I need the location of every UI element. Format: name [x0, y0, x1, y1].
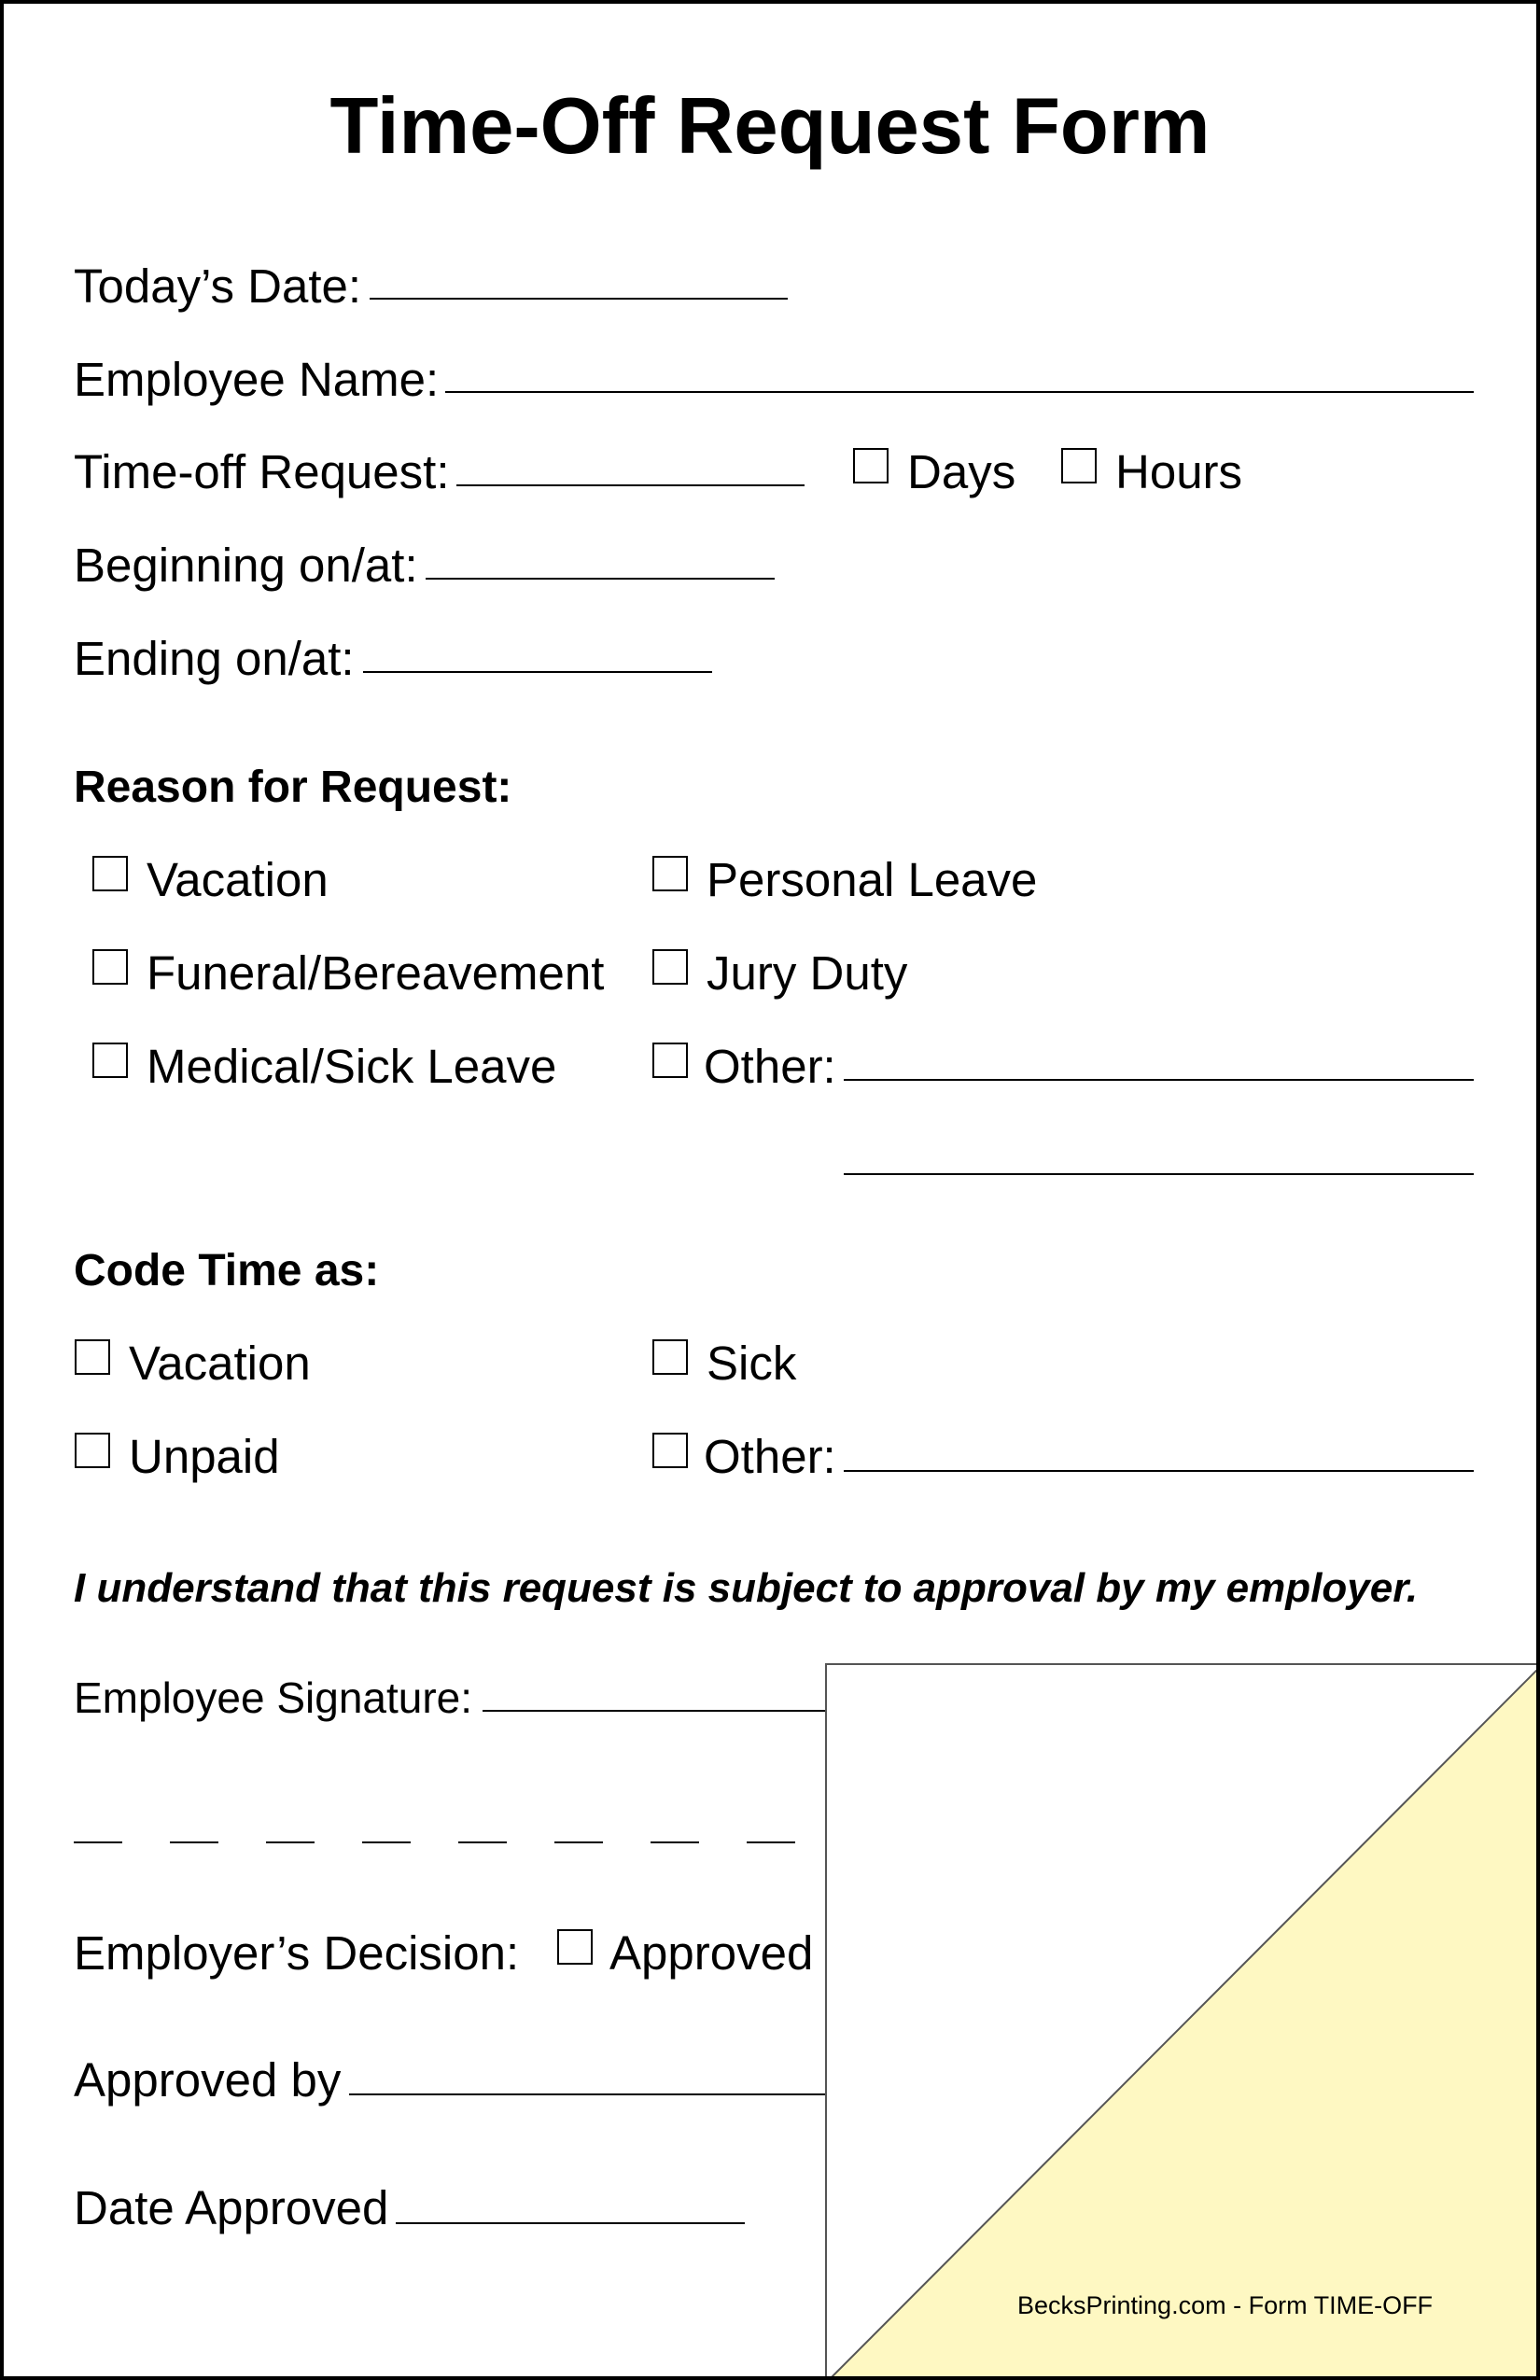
reason-other-checkbox[interactable]: [652, 1043, 688, 1078]
date-approved-line[interactable]: [396, 2222, 745, 2224]
code-time-heading: Code Time as:: [74, 1246, 380, 1295]
tear-off-dash: [170, 1841, 218, 1843]
carbon-copy-corner-graphic: [825, 1663, 1540, 2380]
reason-jury-duty-checkbox[interactable]: [652, 949, 688, 985]
ending-line[interactable]: [363, 671, 712, 673]
time-off-request-line[interactable]: [456, 484, 805, 486]
code-unpaid-label: Unpaid: [129, 1430, 280, 1483]
tear-off-dash: [362, 1841, 411, 1843]
employee-name-line[interactable]: [445, 391, 1474, 393]
todays-date-label: Today’s Date:: [74, 259, 362, 313]
tear-off-dash: [458, 1841, 507, 1843]
employee-name-label: Employee Name:: [74, 353, 440, 406]
code-vacation-label: Vacation: [129, 1337, 311, 1390]
reason-other-line[interactable]: [844, 1079, 1474, 1081]
tear-off-dash: [266, 1841, 315, 1843]
footer-credit: BecksPrinting.com - Form TIME-OFF: [1017, 2291, 1434, 2319]
approval-statement: I understand that this request is subject to approval by my employer.: [74, 1565, 1419, 1611]
reason-medical-checkbox[interactable]: [92, 1043, 128, 1078]
hours-checkbox[interactable]: [1061, 448, 1097, 483]
reason-jury-duty-label: Jury Duty: [707, 946, 908, 1000]
reason-personal-leave-label: Personal Leave: [707, 853, 1038, 906]
reason-funeral-checkbox[interactable]: [92, 949, 128, 985]
reason-other-line-2[interactable]: [844, 1173, 1474, 1175]
beginning-label: Beginning on/at:: [74, 539, 418, 592]
code-other-line[interactable]: [844, 1470, 1474, 1472]
time-off-request-label: Time-off Request:: [74, 445, 450, 498]
form-title: Time-Off Request Form: [329, 82, 1211, 171]
tear-off-dash: [74, 1841, 122, 1843]
code-sick-checkbox[interactable]: [652, 1339, 688, 1375]
code-vacation-checkbox[interactable]: [75, 1339, 110, 1375]
approved-by-label: Approved by: [74, 2053, 342, 2107]
days-label: Days: [907, 445, 1016, 498]
reason-vacation-label: Vacation: [147, 853, 329, 906]
reason-heading: Reason for Request:: [74, 763, 512, 812]
code-other-checkbox[interactable]: [652, 1433, 688, 1468]
reason-medical-label: Medical/Sick Leave: [147, 1040, 557, 1093]
days-checkbox[interactable]: [853, 448, 889, 483]
code-sick-label: Sick: [707, 1337, 797, 1390]
reason-vacation-checkbox[interactable]: [92, 856, 128, 891]
tear-off-dash: [747, 1841, 795, 1843]
todays-date-line[interactable]: [370, 298, 788, 300]
tear-off-dash: [554, 1841, 603, 1843]
code-unpaid-checkbox[interactable]: [75, 1433, 110, 1468]
hours-label: Hours: [1115, 445, 1243, 498]
reason-funeral-label: Funeral/Bereavement: [147, 946, 605, 1000]
ending-label: Ending on/at:: [74, 632, 355, 685]
employee-signature-label: Employee Signature:: [74, 1673, 473, 1722]
beginning-line[interactable]: [426, 578, 775, 580]
tear-off-dash: [651, 1841, 699, 1843]
approved-label: Approved: [609, 1926, 814, 1980]
employer-decision-label: Employer’s Decision:: [74, 1926, 520, 1980]
date-approved-label: Date Approved: [74, 2181, 389, 2234]
approved-checkbox[interactable]: [557, 1929, 593, 1965]
code-other-label: Other:: [704, 1430, 836, 1483]
reason-other-label: Other:: [704, 1040, 836, 1093]
reason-personal-leave-checkbox[interactable]: [652, 856, 688, 891]
